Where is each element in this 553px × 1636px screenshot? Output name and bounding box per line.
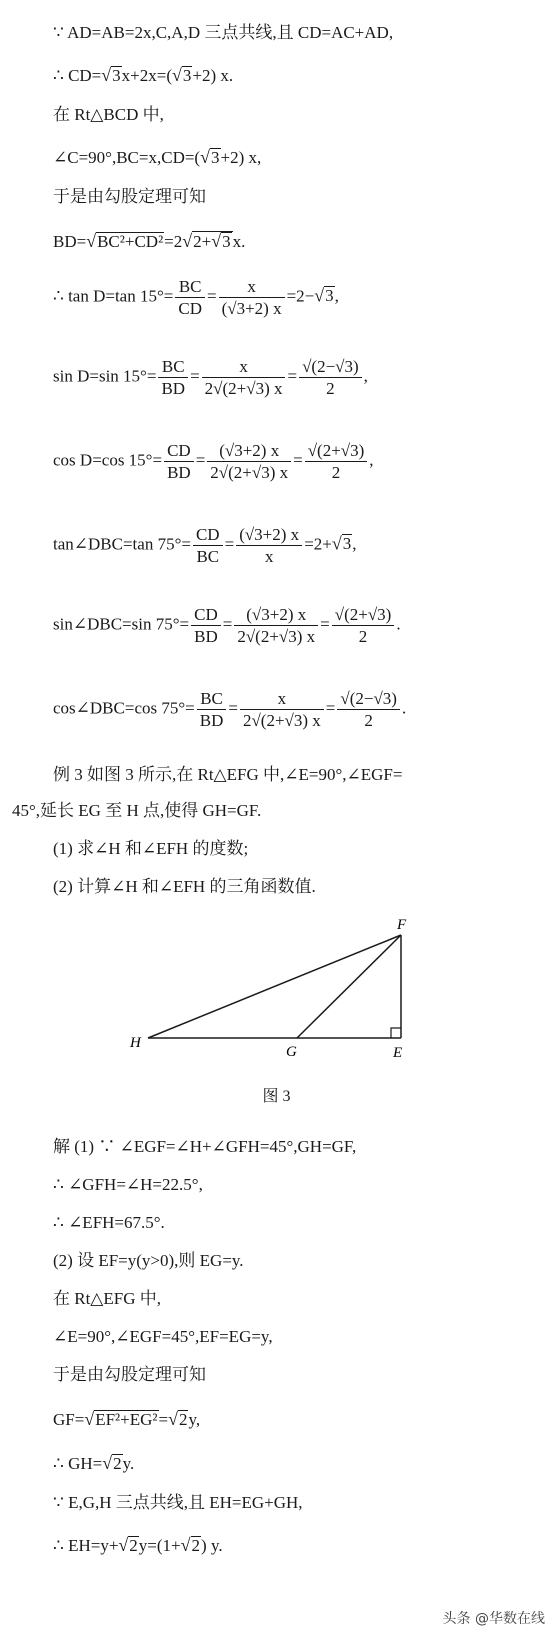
triangle-figure xyxy=(125,905,425,1065)
fraction: $\frac{x}{2√(2+√3) x}$ xyxy=(240,688,324,731)
text-line-19 xyxy=(53,1212,165,1234)
sqrt-content: 2 xyxy=(129,1536,138,1555)
segment-hf xyxy=(148,935,401,1038)
sqrt-content: 3 xyxy=(112,66,121,85)
line-2-part: ∴ CD= xyxy=(53,66,102,85)
line-1-text: ∵ AD=AB=2x,C,A,D 三点共线,且 CD=AC+AD, xyxy=(53,23,394,42)
text-line-14 xyxy=(12,800,261,822)
question-1: (1) 求∠H 和∠EFH 的度数; xyxy=(53,839,249,858)
line-6-part: =2 xyxy=(164,232,183,251)
text-line-1 xyxy=(53,22,393,44)
text-line-17 xyxy=(53,1136,356,1158)
example-3-heading: 例 3 如图 3 所示,在 Rt△EFG 中,∠E=90°,∠EGF= xyxy=(53,765,403,784)
line-6-part: x. xyxy=(232,232,246,251)
line-20-text: (2) 设 EF=y(y>0),则 EG=y. xyxy=(53,1251,244,1270)
text-line-7: ∴ tan D=tan 15°= $\frac{BC}{CD}$ = $\frac{x}{(√3+2) x}$ =2−√3, xyxy=(53,277,339,318)
line-5-text: 于是由勾股定理可知 xyxy=(53,187,206,206)
sqrt-content: 3 xyxy=(342,534,352,554)
text-line-21 xyxy=(53,1288,161,1310)
text-line-10: tan∠DBC=tan 75°= $\frac{CD}{BC}$ = $\frac{(√3+2) x}{x}$ =2+√3, xyxy=(53,525,357,566)
line-26-text: ∵ E,G,H 三点共线,且 EH=EG+GH, xyxy=(53,1493,303,1512)
line-19-text: ∴ ∠EFH=67.5°. xyxy=(53,1213,165,1232)
line-22-text: ∠E=90°,∠EGF=45°,EF=EG=y, xyxy=(53,1327,273,1346)
line-7-part: =2− xyxy=(286,286,315,306)
line-6-part: BD= xyxy=(53,232,87,251)
fraction: $\frac{x}{(√3+2) x}$ xyxy=(219,276,285,319)
text-line-26 xyxy=(53,1492,303,1514)
text-line-27: ∴ EH=y+√2y=(1+√2) y. xyxy=(53,1535,223,1555)
fraction: $\frac{CD}{BD}$ xyxy=(164,440,194,483)
text-line-24: GF=√EF²+EG²=√2y, xyxy=(53,1409,201,1429)
figure-caption: 图 3 xyxy=(262,1088,291,1105)
segment-gf xyxy=(297,935,401,1038)
question-2: (2) 计算∠H 和∠EFH 的三角函数值. xyxy=(53,877,316,896)
sqrt-content: 2 xyxy=(178,1410,188,1429)
text-line-15 xyxy=(53,838,248,860)
label-e: E xyxy=(393,1045,403,1061)
sqrt-content: BC²+CD² xyxy=(97,232,164,251)
solution-heading: 解 (1) ∵ ∠EGF=∠H+∠GFH=45°,GH=GF, xyxy=(53,1137,357,1156)
line-2-part: x+2x=( xyxy=(121,66,173,85)
text-line-11: sin∠DBC=sin 75°= $\frac{CD}{BD}$ = $\frac{(√3+2) x}{2√(2+√3) x}$ = $\frac{√(2+√3)}{2}$ . xyxy=(53,605,401,646)
fraction: $\frac{CD}{BD}$ xyxy=(191,604,221,647)
text-line-22 xyxy=(53,1326,273,1348)
line-8-part: sin D=sin 15°= xyxy=(53,366,157,386)
line-9-part: cos D=cos 15°= xyxy=(53,450,163,470)
text-line-9: cos D=cos 15°= $\frac{CD}{BD}$ = $\frac{(√3+2) x}{2√(2+√3) x}$ = $\frac{√(2+√3)}{2}$ , xyxy=(53,441,374,482)
line-25-part: ∴ GH= xyxy=(53,1454,103,1473)
line-4-part: ∠C=90°,BC=x,CD=( xyxy=(53,148,201,167)
text-line-23 xyxy=(53,1364,206,1386)
text-line-2: ∴ CD=√3x+2x=(√3+2) x. xyxy=(53,65,234,85)
sqrt-content: 2 xyxy=(191,1536,201,1555)
line-21-text: 在 Rt△EFG 中, xyxy=(53,1289,162,1308)
line-3-text: 在 Rt△BCD 中, xyxy=(53,105,164,124)
fraction: $\frac{BC}{BD}$ xyxy=(197,688,227,731)
sqrt-content: EF²+EG² xyxy=(95,1410,158,1429)
sqrt-content: 2 xyxy=(113,1454,122,1473)
fraction: $\frac{x}{2√(2+√3) x}$ xyxy=(202,356,286,399)
fraction: $\frac{(√3+2) x}{x}$ xyxy=(236,524,302,567)
text-line-20 xyxy=(53,1250,244,1272)
line-2-part: +2) x. xyxy=(192,66,234,85)
fraction: $\frac{√(2+√3)}{2}$ xyxy=(305,440,368,483)
text-line-8: sin D=sin 15°= $\frac{BC}{BD}$ = $\frac{x}{2√(2+√3) x}$ = $\frac{√(2-√3)}{2}$ , xyxy=(53,357,368,398)
line-27-part: ∴ EH=y+ xyxy=(53,1536,119,1555)
sqrt-content: 3 xyxy=(222,232,231,251)
text-line-4: ∠C=90°,BC=x,CD=(√3+2) x, xyxy=(53,147,262,167)
fraction: $\frac{√(2-√3)}{2}$ xyxy=(299,356,362,399)
text-line-13 xyxy=(53,764,402,786)
watermark: 头条 @华数在线 xyxy=(442,1611,545,1627)
text-line-5 xyxy=(53,186,206,208)
sqrt-content: 3 xyxy=(325,286,334,306)
line-12-part: cos∠DBC=cos 75°= xyxy=(53,698,195,718)
line-24-part: GF= xyxy=(53,1410,85,1429)
line-10-part: tan∠DBC=tan 75°= xyxy=(53,534,191,554)
sqrt-content: 3 xyxy=(182,66,192,85)
text-line-6: BD=√BC²+CD²=2√2+√3 x. xyxy=(53,231,246,251)
fraction: $\frac{√(2+√3)}{2}$ xyxy=(332,604,395,647)
line-4-part: +2) x, xyxy=(220,148,262,167)
text-line-3 xyxy=(53,104,164,126)
fraction: $\frac{√(2-√3)}{2}$ xyxy=(337,688,400,731)
text-line-16 xyxy=(53,876,316,898)
fraction: $\frac{(√3+2) x}{2√(2+√3) x}$ xyxy=(207,440,291,483)
fraction: $\frac{BC}{BD}$ xyxy=(158,356,188,399)
sqrt-content: 3 xyxy=(211,148,220,167)
line-23-text: 于是由勾股定理可知 xyxy=(53,1365,206,1384)
sqrt-content: 2+ xyxy=(193,232,212,251)
fraction: $\frac{(√3+2) x}{2√(2+√3) x}$ xyxy=(234,604,318,647)
label-h: H xyxy=(130,1035,141,1051)
text-line-18 xyxy=(53,1174,203,1196)
fraction: $\frac{BC}{CD}$ xyxy=(175,276,205,319)
text-line-12: cos∠DBC=cos 75°= $\frac{BC}{BD}$ = $\frac{x}{2√(2+√3) x}$ = $\frac{√(2-√3)}{2}$ . xyxy=(53,689,407,730)
right-angle-mark xyxy=(391,1028,401,1038)
line-18-text: ∴ ∠GFH=∠H=22.5°, xyxy=(53,1175,203,1194)
text-line-25: ∴ GH=√2y. xyxy=(53,1453,135,1473)
label-g: G xyxy=(286,1044,297,1060)
line-7-part: ∴ tan D=tan 15°= xyxy=(53,286,174,306)
label-f: F xyxy=(397,917,407,933)
fraction: $\frac{CD}{BC}$ xyxy=(193,524,223,567)
line-11-part: sin∠DBC=sin 75°= xyxy=(53,614,190,634)
line-14-text: 45°,延长 EG 至 H 点,使得 GH=GF. xyxy=(12,801,262,820)
